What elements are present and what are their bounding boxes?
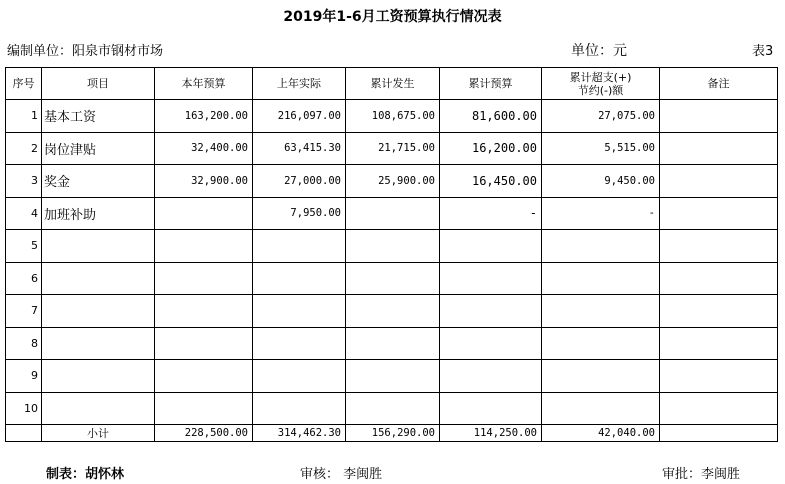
row-variance	[542, 392, 660, 425]
table-row	[6, 165, 778, 198]
row-remark	[660, 197, 778, 230]
row-cum-budget	[440, 392, 542, 425]
row-cum-budget: 16,200.00	[440, 132, 542, 165]
row-cum-budget	[440, 230, 542, 263]
row-remark	[660, 100, 778, 133]
row-cum-actual	[346, 197, 440, 230]
row-cum-budget: 16,450.00	[440, 165, 542, 198]
row-cum-actual	[346, 295, 440, 328]
footer-maker: 制表：胡怀林	[46, 467, 125, 482]
subtotal-no-cell	[6, 425, 42, 442]
row-last-actual	[253, 295, 346, 328]
col-header-last-actual: 上年实际	[253, 68, 346, 100]
table-row	[6, 360, 778, 393]
row-item	[42, 262, 155, 295]
row-variance: -	[542, 197, 660, 230]
footer-approver: 审批：李闽胜	[662, 467, 741, 482]
col-header-cum-actual: 累计发生	[346, 68, 440, 100]
row-remark	[660, 165, 778, 198]
row-cum-actual	[346, 230, 440, 263]
col-header-variance-line1: 累计超支(+)	[569, 70, 632, 84]
row-item	[42, 392, 155, 425]
row-last-actual	[253, 360, 346, 393]
salary-budget-table	[5, 67, 778, 442]
table-row	[6, 230, 778, 263]
row-variance	[542, 295, 660, 328]
row-budget	[155, 197, 253, 230]
row-item	[42, 295, 155, 328]
row-budget	[155, 230, 253, 263]
table-row	[6, 132, 778, 165]
col-header-item: 项目	[42, 68, 155, 100]
row-variance	[542, 327, 660, 360]
report-title: 2019年1-6月工资预算执行情况表	[283, 9, 502, 25]
row-cum-actual	[346, 392, 440, 425]
row-variance: 27,075.00	[542, 100, 660, 133]
row-cum-budget	[440, 360, 542, 393]
col-header-budget: 本年预算	[155, 68, 253, 100]
row-item: 岗位津贴	[42, 132, 155, 165]
subtotal-cum-actual: 156,290.00	[346, 425, 440, 442]
subtotal-variance: 42,040.00	[542, 425, 660, 442]
table-number: 表3	[752, 44, 774, 59]
table-row	[6, 392, 778, 425]
table-row	[6, 327, 778, 360]
table-row	[6, 295, 778, 328]
row-budget	[155, 360, 253, 393]
row-no: 2	[6, 132, 42, 165]
row-no: 8	[6, 327, 42, 360]
row-item: 奖金	[42, 165, 155, 198]
col-header-no: 序号	[6, 68, 42, 100]
row-last-actual	[253, 392, 346, 425]
subtotal-row	[6, 425, 778, 442]
subtotal-budget: 228,500.00	[155, 425, 253, 442]
row-item: 加班补助	[42, 197, 155, 230]
row-item	[42, 360, 155, 393]
footer-checker: 审核： 李闽胜	[300, 467, 383, 482]
subtotal-remark	[660, 425, 778, 442]
row-budget	[155, 327, 253, 360]
row-item	[42, 230, 155, 263]
row-cum-budget	[440, 327, 542, 360]
row-cum-budget	[440, 262, 542, 295]
row-item: 基本工资	[42, 100, 155, 133]
row-last-actual: 27,000.00	[253, 165, 346, 198]
row-budget: 32,400.00	[155, 132, 253, 165]
row-budget	[155, 392, 253, 425]
row-no: 7	[6, 295, 42, 328]
col-header-cum-budget: 累计预算	[440, 68, 542, 100]
row-last-actual: 216,097.00	[253, 100, 346, 133]
row-remark	[660, 262, 778, 295]
row-variance: 5,515.00	[542, 132, 660, 165]
subtotal-cum-budget: 114,250.00	[440, 425, 542, 442]
row-no: 3	[6, 165, 42, 198]
row-remark	[660, 327, 778, 360]
row-remark	[660, 360, 778, 393]
row-cum-actual: 25,900.00	[346, 165, 440, 198]
col-header-remark: 备注	[660, 68, 778, 100]
row-item	[42, 327, 155, 360]
row-no: 5	[6, 230, 42, 263]
row-budget: 32,900.00	[155, 165, 253, 198]
row-last-actual: 63,415.30	[253, 132, 346, 165]
row-remark	[660, 392, 778, 425]
col-header-variance	[542, 68, 660, 100]
row-cum-actual	[346, 327, 440, 360]
table-row	[6, 197, 778, 230]
row-no: 1	[6, 100, 42, 133]
row-budget	[155, 295, 253, 328]
row-remark	[660, 295, 778, 328]
row-budget	[155, 262, 253, 295]
row-variance	[542, 230, 660, 263]
row-variance	[542, 262, 660, 295]
table-row	[6, 262, 778, 295]
row-no: 9	[6, 360, 42, 393]
table-row	[6, 100, 778, 133]
subtotal-last-actual: 314,462.30	[253, 425, 346, 442]
row-variance	[542, 360, 660, 393]
row-remark	[660, 230, 778, 263]
row-cum-actual: 108,675.00	[346, 100, 440, 133]
header-row	[6, 68, 778, 100]
row-no: 4	[6, 197, 42, 230]
org-label: 编制单位：阳泉市钢材市场	[7, 44, 164, 59]
row-last-actual	[253, 262, 346, 295]
row-budget: 163,200.00	[155, 100, 253, 133]
row-cum-budget: 81,600.00	[440, 100, 542, 133]
unit-label: 单位：元	[571, 43, 627, 59]
row-cum-actual	[346, 262, 440, 295]
row-cum-actual	[346, 360, 440, 393]
row-last-actual: 7,950.00	[253, 197, 346, 230]
row-variance: 9,450.00	[542, 165, 660, 198]
row-remark	[660, 132, 778, 165]
row-last-actual	[253, 327, 346, 360]
row-cum-budget	[440, 295, 542, 328]
row-no: 10	[6, 392, 42, 425]
row-no: 6	[6, 262, 42, 295]
col-header-variance-line2: 节约(-)额	[577, 83, 624, 97]
subtotal-label: 小计	[42, 425, 155, 442]
row-cum-budget: -	[440, 197, 542, 230]
row-cum-actual: 21,715.00	[346, 132, 440, 165]
row-last-actual	[253, 230, 346, 263]
